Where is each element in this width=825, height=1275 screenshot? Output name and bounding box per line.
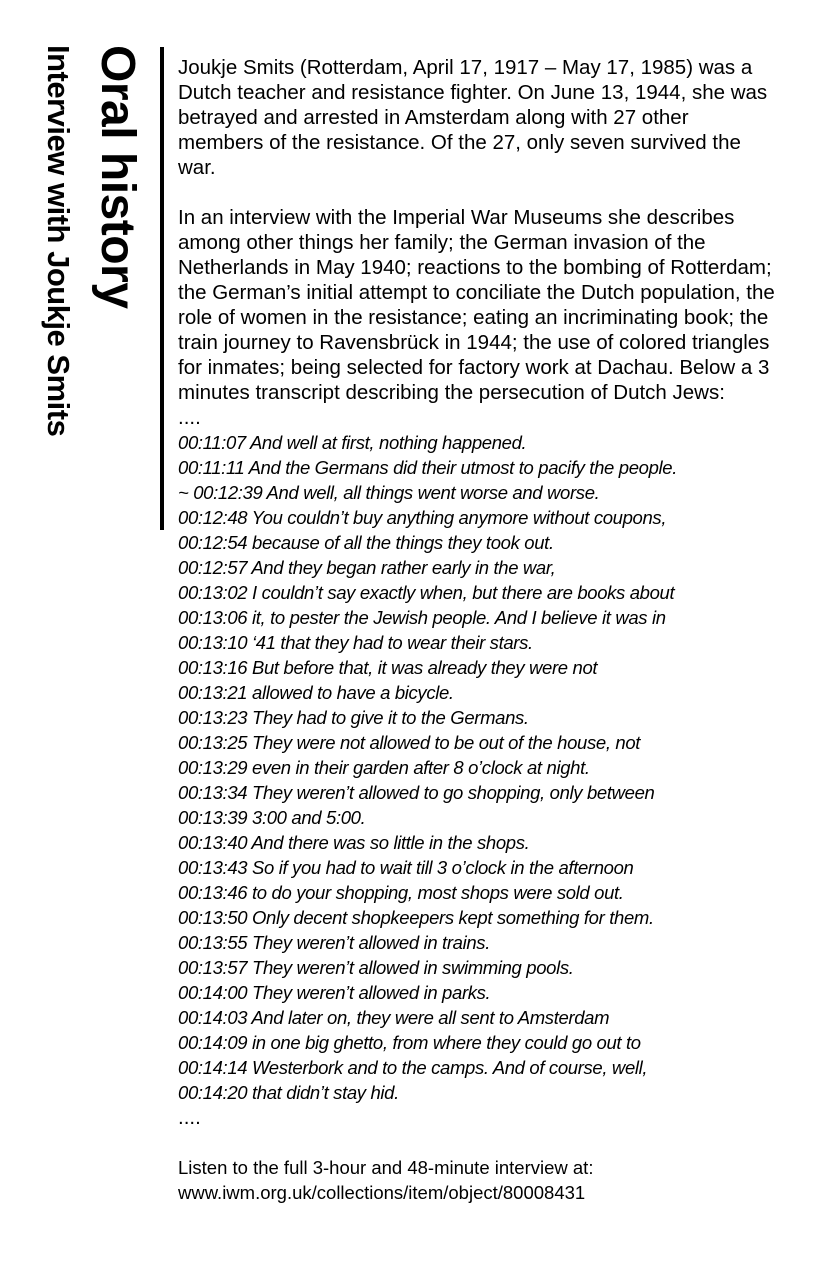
transcript-line: 00:12:57 And they began rather early in the war,	[178, 557, 556, 578]
transcript-line: 00:11:07 And well at first, nothing happened.	[178, 432, 527, 453]
transcript-line: 00:13:23 They had to give it to the Germans.	[178, 707, 529, 728]
transcript-line: 00:13:21 allowed to have a bicycle.	[178, 682, 454, 703]
transcript-ellipsis-end: ....	[178, 1106, 201, 1129]
side-titles	[0, 0, 150, 600]
transcript-line: 00:13:29 even in their garden after 8 o’clock at night.	[178, 757, 590, 778]
transcript-line: 00:14:14 Westerbork and to the camps. And of course, well,	[178, 1057, 648, 1078]
article-body	[178, 55, 778, 1205]
footer-text: Listen to the full 3-hour and 48-minute interview at:	[178, 1157, 594, 1178]
transcript-line: 00:13:50 Only decent shopkeepers kept something for them.	[178, 907, 654, 928]
footer	[178, 1155, 778, 1205]
transcript-line: 00:13:55 They weren’t allowed in trains.	[178, 932, 490, 953]
transcript-line: 00:11:11 And the Germans did their utmost to pacify the people.	[178, 457, 678, 478]
transcript-line: 00:13:06 it, to pester the Jewish people. And I believe it was in	[178, 607, 666, 628]
transcript-line: 00:13:34 They weren’t allowed to go shopping, only between	[178, 782, 655, 803]
transcript-line: 00:12:48 You couldn’t buy anything anymore without coupons,	[178, 507, 667, 528]
transcript-line: 00:13:57 They weren’t allowed in swimming pools.	[178, 957, 574, 978]
transcript-line: 00:13:25 They were not allowed to be out of the house, not	[178, 732, 641, 753]
transcript-line: 00:14:03 And later on, they were all sent to Amsterdam	[178, 1007, 610, 1028]
transcript-line: 00:13:40 And there was so little in the shops.	[178, 832, 530, 853]
transcript-line: 00:13:43 So if you had to wait till 3 o’clock in the afternoon	[178, 857, 634, 878]
transcript-line: 00:13:16 But before that, it was already they were not	[178, 657, 598, 678]
transcript-line: 00:13:10 ‘41 that they had to wear their stars.	[178, 632, 533, 653]
transcript	[178, 430, 778, 1105]
transcript-line: 00:14:20 that didn’t stay hid.	[178, 1082, 399, 1103]
intro-paragraph-1: Joukje Smits (Rotterdam, April 17, 1917 – May 17, 1985) was a Dutch teacher and resistance fighter. On June 13, 1944, she was betrayed and arrested in Amsterdam along with 27 other members of the resistance. Of the 27, only seven survived the war.	[178, 56, 768, 179]
transcript-line: 00:14:00 They weren’t allowed in parks.	[178, 982, 491, 1003]
vertical-rule	[160, 47, 164, 530]
interview-url-link[interactable]: www.iwm.org.uk/collections/item/object/80008431	[178, 1182, 586, 1203]
transcript-line: 00:13:02 I couldn’t say exactly when, but there are books about	[178, 582, 675, 603]
transcript-line: 00:13:46 to do your shopping, most shops were sold out.	[178, 882, 624, 903]
transcript-line: 00:12:54 because of all the things they took out.	[178, 532, 554, 553]
transcript-line: ~ 00:12:39 And well, all things went worse and worse.	[178, 482, 600, 503]
subtitle-interview: Interview with Joukje Smits	[41, 45, 76, 437]
transcript-line: 00:14:09 in one big ghetto, from where they could go out to	[178, 1032, 641, 1053]
transcript-ellipsis-start: ....	[178, 406, 201, 429]
transcript-line: 00:13:39 3:00 and 5:00.	[178, 807, 366, 828]
intro-paragraph-2: In an interview with the Imperial War Museums she describes among other things her family; the German invasion of the Netherlands in May 1940; reactions to the bombing of Rotterdam; the German’s initial attempt to conciliate the Dutch population, the role of women in the resistance; eating an incriminating book; the train journey to Ravensbrück in 1944; the use of colored triangles for inmates; being selected for factory work at Dachau. Below a 3 minutes transcript describing the persecution of Dutch Jews:	[178, 206, 775, 404]
title-oral-history: Oral history	[91, 45, 144, 309]
